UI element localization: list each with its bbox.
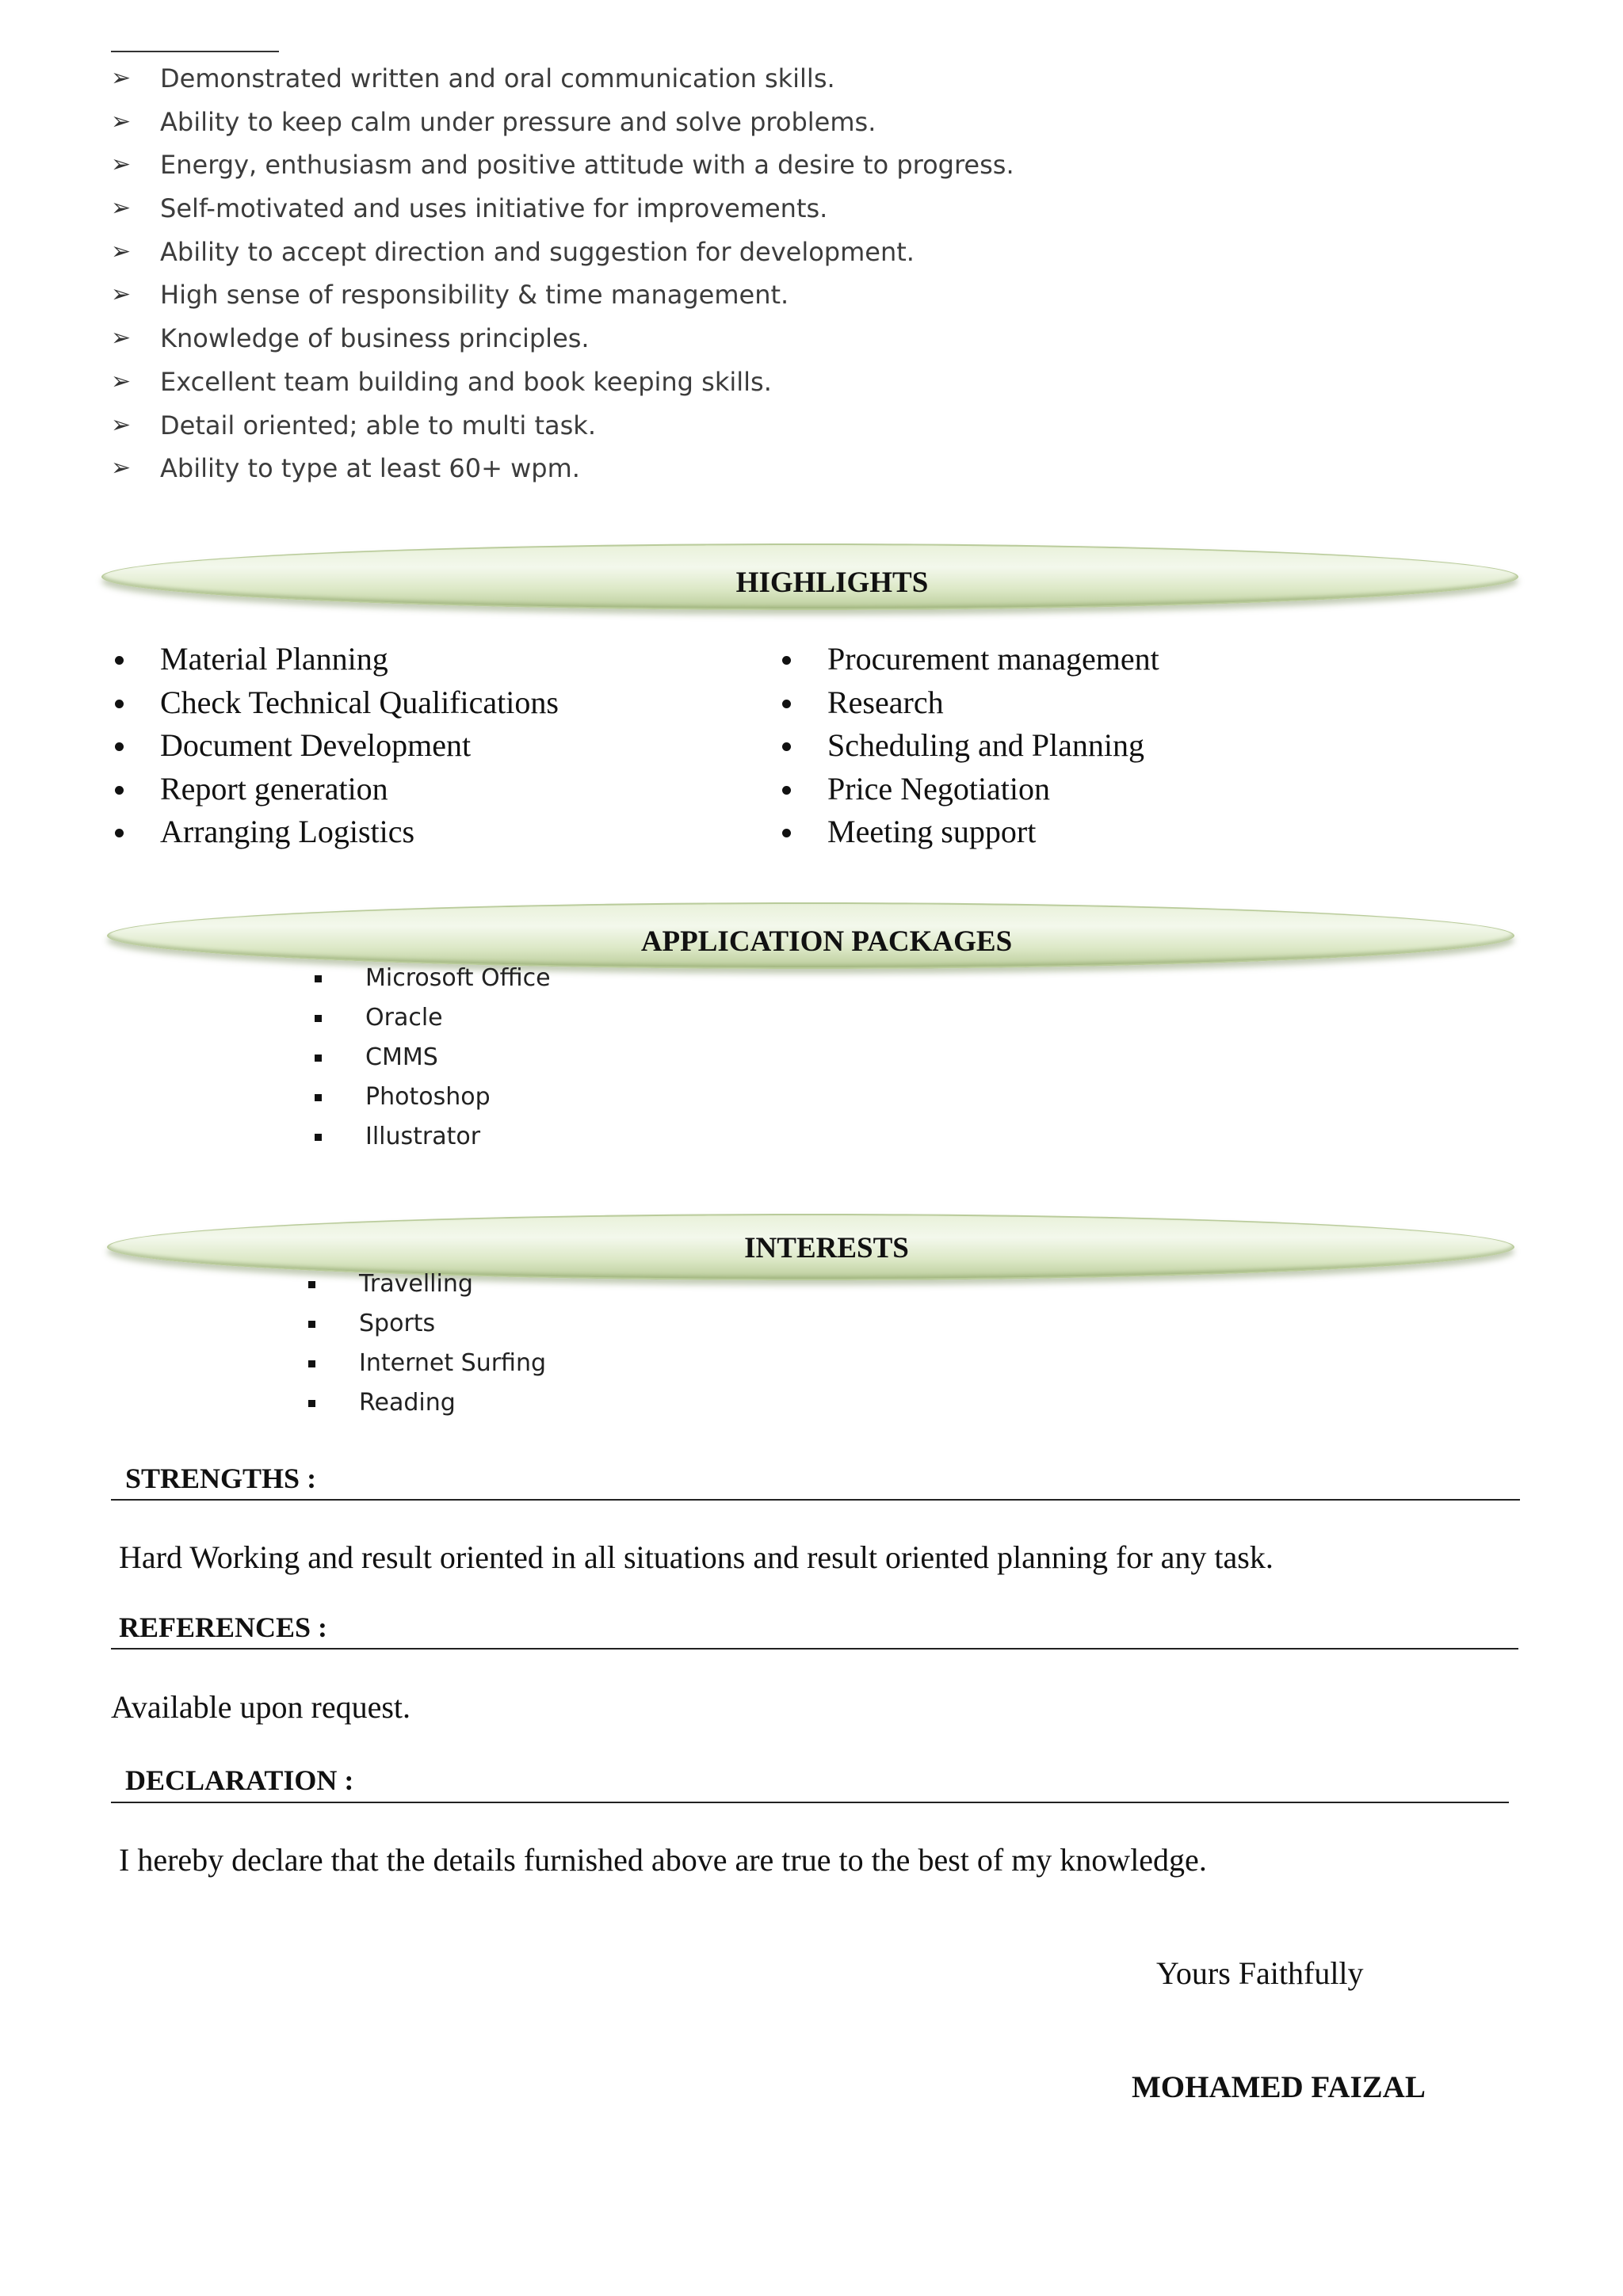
application-packages-list <box>315 959 551 1157</box>
square-bullet-icon <box>315 1055 322 1062</box>
arrow-bullet-icon: ➢ <box>111 280 132 309</box>
list-item: ➢ Ability to keep calm under pressure and solve problems. <box>111 101 1014 144</box>
list-item: Reading <box>308 1383 546 1423</box>
arrow-bullet-icon: ➢ <box>111 64 132 92</box>
arrow-bullet-icon: ➢ <box>111 367 132 395</box>
declaration-divider <box>111 1802 1509 1803</box>
square-bullet-icon <box>308 1400 315 1407</box>
bullet-dot-icon <box>782 656 791 665</box>
bullet-dot-icon <box>782 742 791 751</box>
arrow-bullet-icon: ➢ <box>111 454 132 482</box>
list-item: Microsoft Office <box>315 959 551 998</box>
square-bullet-icon <box>315 975 322 982</box>
list-item: ➢ Self-motivated and uses initiative for improvements. <box>111 187 1014 231</box>
bullet-dot-icon <box>782 786 791 795</box>
list-item: Research <box>778 681 1159 725</box>
list-item: ➢ Knowledge of business principles. <box>111 317 1014 360</box>
references-heading: REFERENCES : <box>119 1611 328 1643</box>
list-item: ➢ Demonstrated written and oral communication skills. <box>111 57 1014 101</box>
arrow-bullet-icon: ➢ <box>111 151 132 179</box>
list-item: ➢ Ability to type at least 60+ wpm. <box>111 447 1014 490</box>
bullet-dot-icon <box>782 829 791 837</box>
list-item: Illustrator <box>315 1117 551 1157</box>
highlights-banner <box>101 543 1518 610</box>
interests-list <box>308 1264 546 1423</box>
bullet-dot-icon <box>115 742 124 751</box>
declaration-text: I hereby declare that the details furnished above are true to the best of my knowledge. <box>119 1842 1207 1878</box>
list-item: Material Planning <box>111 638 559 681</box>
list-item: ➢ Detail oriented; able to multi task. <box>111 404 1014 448</box>
square-bullet-icon <box>315 1094 322 1101</box>
interests-title: INTERESTS <box>744 1232 909 1264</box>
signature-name: MOHAMED FAIZAL <box>1132 2070 1426 2104</box>
list-item: Arranging Logistics <box>111 810 559 854</box>
bullet-dot-icon <box>782 700 791 708</box>
highlights-left-list <box>111 638 559 854</box>
square-bullet-icon <box>308 1281 315 1288</box>
bullet-dot-icon <box>115 786 124 795</box>
declaration-heading: DECLARATION : <box>125 1764 354 1796</box>
strengths-heading: STRENGTHS : <box>125 1463 317 1494</box>
square-bullet-icon <box>308 1360 315 1367</box>
strengths-text: Hard Working and result oriented in all situations and result oriented planning for any task. <box>119 1539 1274 1575</box>
strengths-divider <box>111 1499 1520 1501</box>
list-item: Document Development <box>111 724 559 768</box>
skills-list <box>111 57 1014 490</box>
highlights-right-list <box>778 638 1159 854</box>
references-divider <box>111 1648 1518 1650</box>
list-item: Check Technical Qualifications <box>111 681 559 725</box>
list-item: ➢ Energy, enthusiasm and positive attitude with a desire to progress. <box>111 143 1014 187</box>
arrow-bullet-icon: ➢ <box>111 194 132 223</box>
bullet-dot-icon <box>115 700 124 708</box>
list-item: Price Negotiation <box>778 768 1159 811</box>
arrow-bullet-icon: ➢ <box>111 237 132 265</box>
list-item: Meeting support <box>778 810 1159 854</box>
closing-text: Yours Faithfully <box>1156 1955 1364 1991</box>
list-item: Scheduling and Planning <box>778 724 1159 768</box>
square-bullet-icon <box>315 1134 322 1141</box>
bullet-dot-icon <box>115 656 124 665</box>
list-item: Report generation <box>111 768 559 811</box>
list-item: ➢ Ability to accept direction and suggestion for development. <box>111 231 1014 274</box>
list-item: Procurement management <box>778 638 1159 681</box>
list-item: Sports <box>308 1304 546 1344</box>
top-divider <box>111 51 279 52</box>
highlights-title: HIGHLIGHTS <box>735 566 929 599</box>
bullet-dot-icon <box>115 829 124 837</box>
list-item: Oracle <box>315 998 551 1038</box>
application-packages-title: APPLICATION PACKAGES <box>640 925 1013 958</box>
square-bullet-icon <box>315 1015 322 1022</box>
list-item: Photoshop <box>315 1077 551 1117</box>
list-item: CMMS <box>315 1038 551 1077</box>
list-item: ➢ High sense of responsibility & time management. <box>111 273 1014 317</box>
arrow-bullet-icon: ➢ <box>111 324 132 353</box>
list-item: Travelling <box>308 1264 546 1304</box>
list-item: ➢ Excellent team building and book keeping skills. <box>111 360 1014 404</box>
square-bullet-icon <box>308 1321 315 1328</box>
list-item: Internet Surfing <box>308 1344 546 1383</box>
arrow-bullet-icon: ➢ <box>111 410 132 439</box>
arrow-bullet-icon: ➢ <box>111 107 132 135</box>
references-text: Available upon request. <box>111 1689 411 1725</box>
